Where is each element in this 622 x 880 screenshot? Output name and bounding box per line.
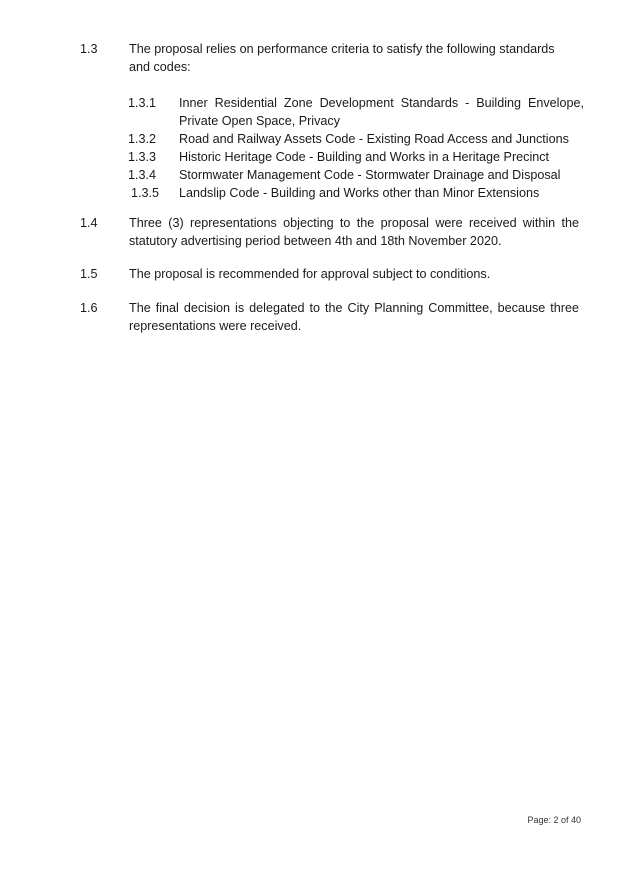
section-number: 1.5 — [80, 267, 98, 281]
page-number: Page: 2 of 40 — [527, 815, 581, 825]
subsection-text: Stormwater Management Code - Stormwater Drainage and Disposal — [179, 168, 561, 182]
section-text: The proposal relies on performance criteria to satisfy the following standards and codes: — [129, 42, 555, 74]
subsection-text: Road and Railway Assets Code - Existing Road Access and Junctions — [179, 132, 569, 146]
section-number: 1.6 — [80, 301, 98, 315]
section-number: 1.3 — [80, 42, 98, 56]
section-1-4 — [80, 214, 580, 250]
subsection-item — [128, 148, 588, 166]
section-1-6 — [80, 299, 580, 335]
section-text: Three (3) representations objecting to the proposal were received within the statutory advertising period between 4th and 18th November 2020. — [129, 216, 579, 248]
subsection-number: 1.3.4 — [128, 168, 157, 182]
section-text: The proposal is recommended for approval subject to conditions. — [129, 267, 491, 281]
subsection-number: 1.3.3 — [128, 150, 157, 164]
section-1-3 — [80, 40, 580, 76]
subsection-list — [128, 94, 588, 202]
subsection-item — [128, 94, 588, 130]
section-1-5 — [80, 265, 580, 283]
section-number: 1.4 — [80, 216, 98, 230]
subsection-text: Inner Residential Zone Development Standards - Building Envelope, Private Open Space, Privacy — [179, 96, 584, 128]
subsection-item — [128, 130, 588, 148]
subsection-item — [128, 184, 588, 202]
subsection-item — [128, 166, 588, 184]
subsection-text: Landslip Code - Building and Works other than Minor Extensions — [179, 186, 540, 200]
subsection-number: 1.3.2 — [128, 132, 157, 146]
subsection-number: 1.3.1 — [128, 96, 157, 110]
subsection-text: Historic Heritage Code - Building and Works in a Heritage Precinct — [179, 150, 550, 164]
section-text: The final decision is delegated to the City Planning Committee, because three representations were received. — [129, 301, 579, 333]
subsection-number: 1.3.5 — [131, 186, 160, 200]
